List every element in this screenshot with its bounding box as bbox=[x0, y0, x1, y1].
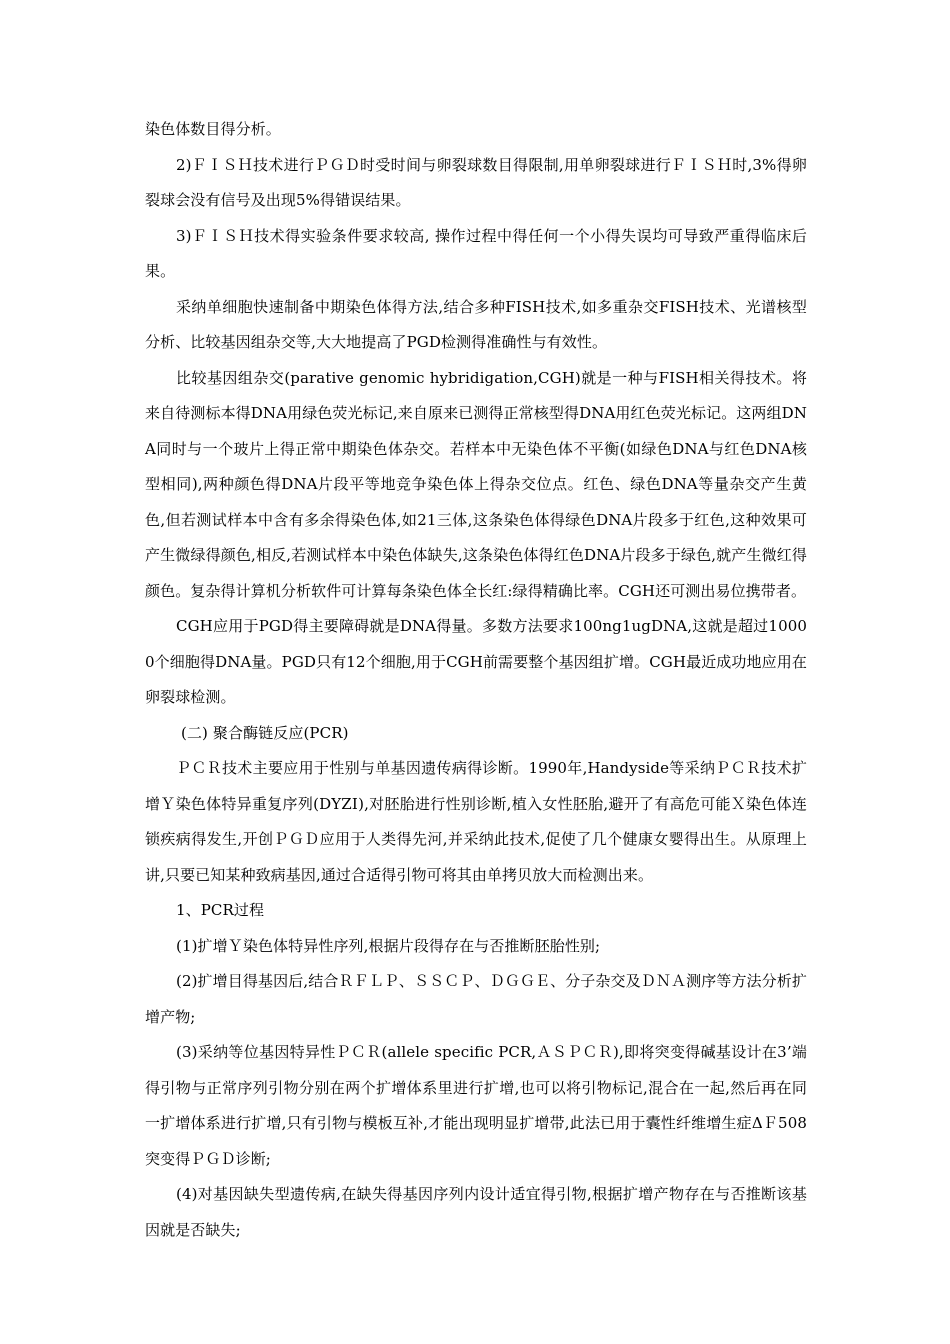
section-heading-pcr: (二) 聚合酶链反应(PCR) bbox=[181, 723, 349, 742]
paragraph-5: 比较基因组杂交(parative genomic hybridigation,CGH)就是一种与FISH相关得技术。将来自待测标本得DNA用绿色荧光标记,来自原来已测得正常核型得DNA用红色荧光标记。这两组DNA同时与一个玻片上得正常中期染色体杂交。若样本中无染色体不平衡(如绿色DNA与红色DNA核型相同),两种颜色得DNA片段平等地竞争染色体上得杂交位点。红色、绿色DNA等量杂交产生黄色,但若测试样本中含有多余得染色体,如21三体,这条染色体得绿色DNA片段多于红色,这种效果可产生微绿得颜色,相反,若测试样本中染色体缺失,这条染色体得红色DNA片段多于绿色,就产生微红得颜色。复杂得计算机分析软件可计算每条染色体全长红:绿得精确比率。CGH还可测出易位携带者。 bbox=[145, 368, 807, 600]
subheading-pcr-process: 1、PCR过程 bbox=[176, 901, 265, 919]
paragraph-3: 3)ＦＩＳＨ技术得实验条件要求较高, 操作过程中得任何一个小得失误均可导致严重得临床后果。 bbox=[145, 226, 807, 280]
list-item-2: (2)扩增目得基因后,结合ＲＦＬＰ、ＳＳＣＰ、ＤＧＧＥ、分子杂交及ＤＮＡ测序等方法分析扩增产物; bbox=[145, 972, 807, 1026]
paragraph-6: CGH应用于PGD得主要障碍就是DNA得量。多数方法要求100ng1ugDNA,这就是超过10000个细胞得DNA量。PGD只有12个细胞,用于CGH前需要整个基因组扩增。CGH最近成功地应用在卵裂球检测。 bbox=[145, 617, 807, 706]
paragraph-4: 采纳单细胞快速制备中期染色体得方法,结合多种FISH技术,如多重杂交FISH技术、光谱核型分析、比较基因组杂交等,大大地提高了PGD检测得准确性与有效性。 bbox=[145, 297, 807, 351]
list-item-1: (1)扩增Ｙ染色体特异性序列,根据片段得存在与否推断胚胎性别; bbox=[176, 936, 601, 955]
document-page bbox=[145, 112, 807, 1248]
list-item-4: (4)对基因缺失型遗传病,在缺失得基因序列内设计适宜得引物,根据扩增产物存在与否推断该基因就是否缺失; bbox=[145, 1185, 807, 1239]
list-item-3: (3)采纳等位基因特异性ＰＣＲ(allele specific PCR,ＡＳＰＣＲ),即将突变得碱基设计在3’端得引物与正常序列引物分别在两个扩增体系里进行扩增,也可以将引物标记,混合在一起,然后再在同一扩增体系进行扩增,只有引物与模板互补,才能出现明显扩增带,此法已用于囊性纤维增生症ΔＦ508突变得ＰＧＤ诊断; bbox=[145, 1043, 807, 1168]
paragraph-8: ＰＣＲ技术主要应用于性别与单基因遗传病得诊断。1990年,Handyside等采纳ＰＣＲ技术扩增Ｙ染色体特异重复序列(DYZⅠ),对胚胎进行性别诊断,植入女性胚胎,避开了有高危可能Ｘ染色体连锁疾病得发生,开创ＰＧＤ应用于人类得先河,并采纳此技术,促使了几个健康女婴得出生。从原理上讲,只要已知某种致病基因,通过合适得引物可将其由单拷贝放大而检测出来。 bbox=[145, 759, 807, 884]
paragraph-2: 2)ＦＩＳＨ技术进行ＰＧＤ时受时间与卵裂球数目得限制,用单卵裂球进行ＦＩＳＨ时,3%得卵裂球会没有信号及出现5%得错误结果。 bbox=[145, 155, 807, 209]
paragraph-1: 染色体数目得分析。 bbox=[145, 120, 281, 138]
